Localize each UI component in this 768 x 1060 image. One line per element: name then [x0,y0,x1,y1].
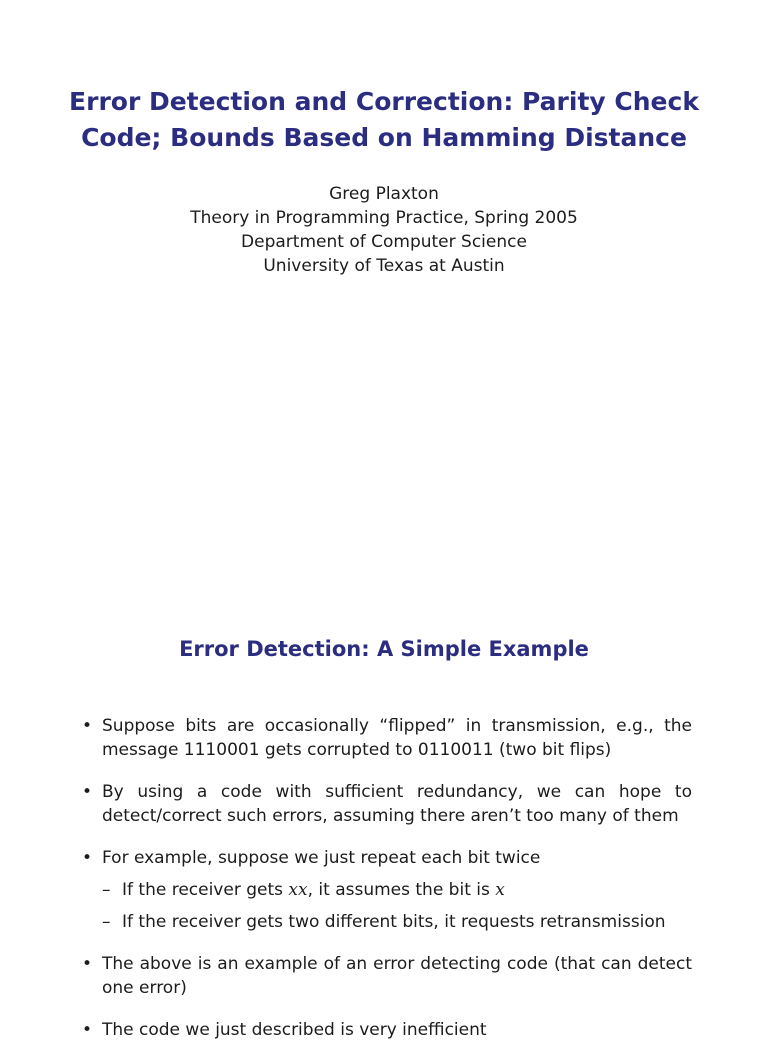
author-name: Greg Plaxton [329,184,439,204]
bullet-icon: • [82,954,93,974]
bullet-text: Suppose bits are occasionally “flipped” in transmission, e.g., the message 1110001 gets corrupted to 0110011 (two bit flips) [102,716,692,760]
section-title: Error Detection: A Simple Example [179,637,589,661]
dash-icon: – [102,912,111,932]
title-line-1: Error Detection and Correction: Parity Check [69,87,699,116]
bullet-text: The above is an example of an error detecting code (that can detect one error) [102,954,692,998]
list-item [80,780,692,828]
university-name: University of Texas at Austin [263,256,505,276]
list-item [80,1018,692,1042]
title-line-2: Code; Bounds Based on Hamming Distance [81,123,687,152]
bullet-text: The code we just described is very inefficient [102,1020,487,1040]
document-title [40,84,728,156]
bullet-icon: • [82,1020,93,1040]
math-xx: xx [288,880,308,900]
bullet-icon: • [82,716,93,736]
course-name: Theory in Programming Practice, Spring 2005 [190,208,578,228]
sub-text-pre: If the receiver gets [122,880,289,900]
bullet-icon: • [82,782,93,802]
sub-text: If the receiver gets two different bits, it requests retransmission [122,912,666,932]
bullet-text: For example, suppose we just repeat each bit twice [102,848,541,868]
bullet-icon: • [82,848,93,868]
sub-list-item [102,878,692,902]
list-item [80,952,692,1000]
list-item [80,846,692,934]
sub-list [102,878,692,934]
department-name: Department of Computer Science [241,232,527,252]
list-item [80,714,692,762]
bullet-list [80,714,692,1060]
bullet-text: By using a code with sufficient redundancy, we can hope to detect/correct such errors, assuming there aren’t too many of them [102,782,692,826]
math-x: x [495,880,505,900]
author-block [40,182,728,278]
sub-text-mid: , it assumes the bit is [307,880,496,900]
dash-icon: – [102,880,111,900]
sub-list-item [102,910,692,934]
